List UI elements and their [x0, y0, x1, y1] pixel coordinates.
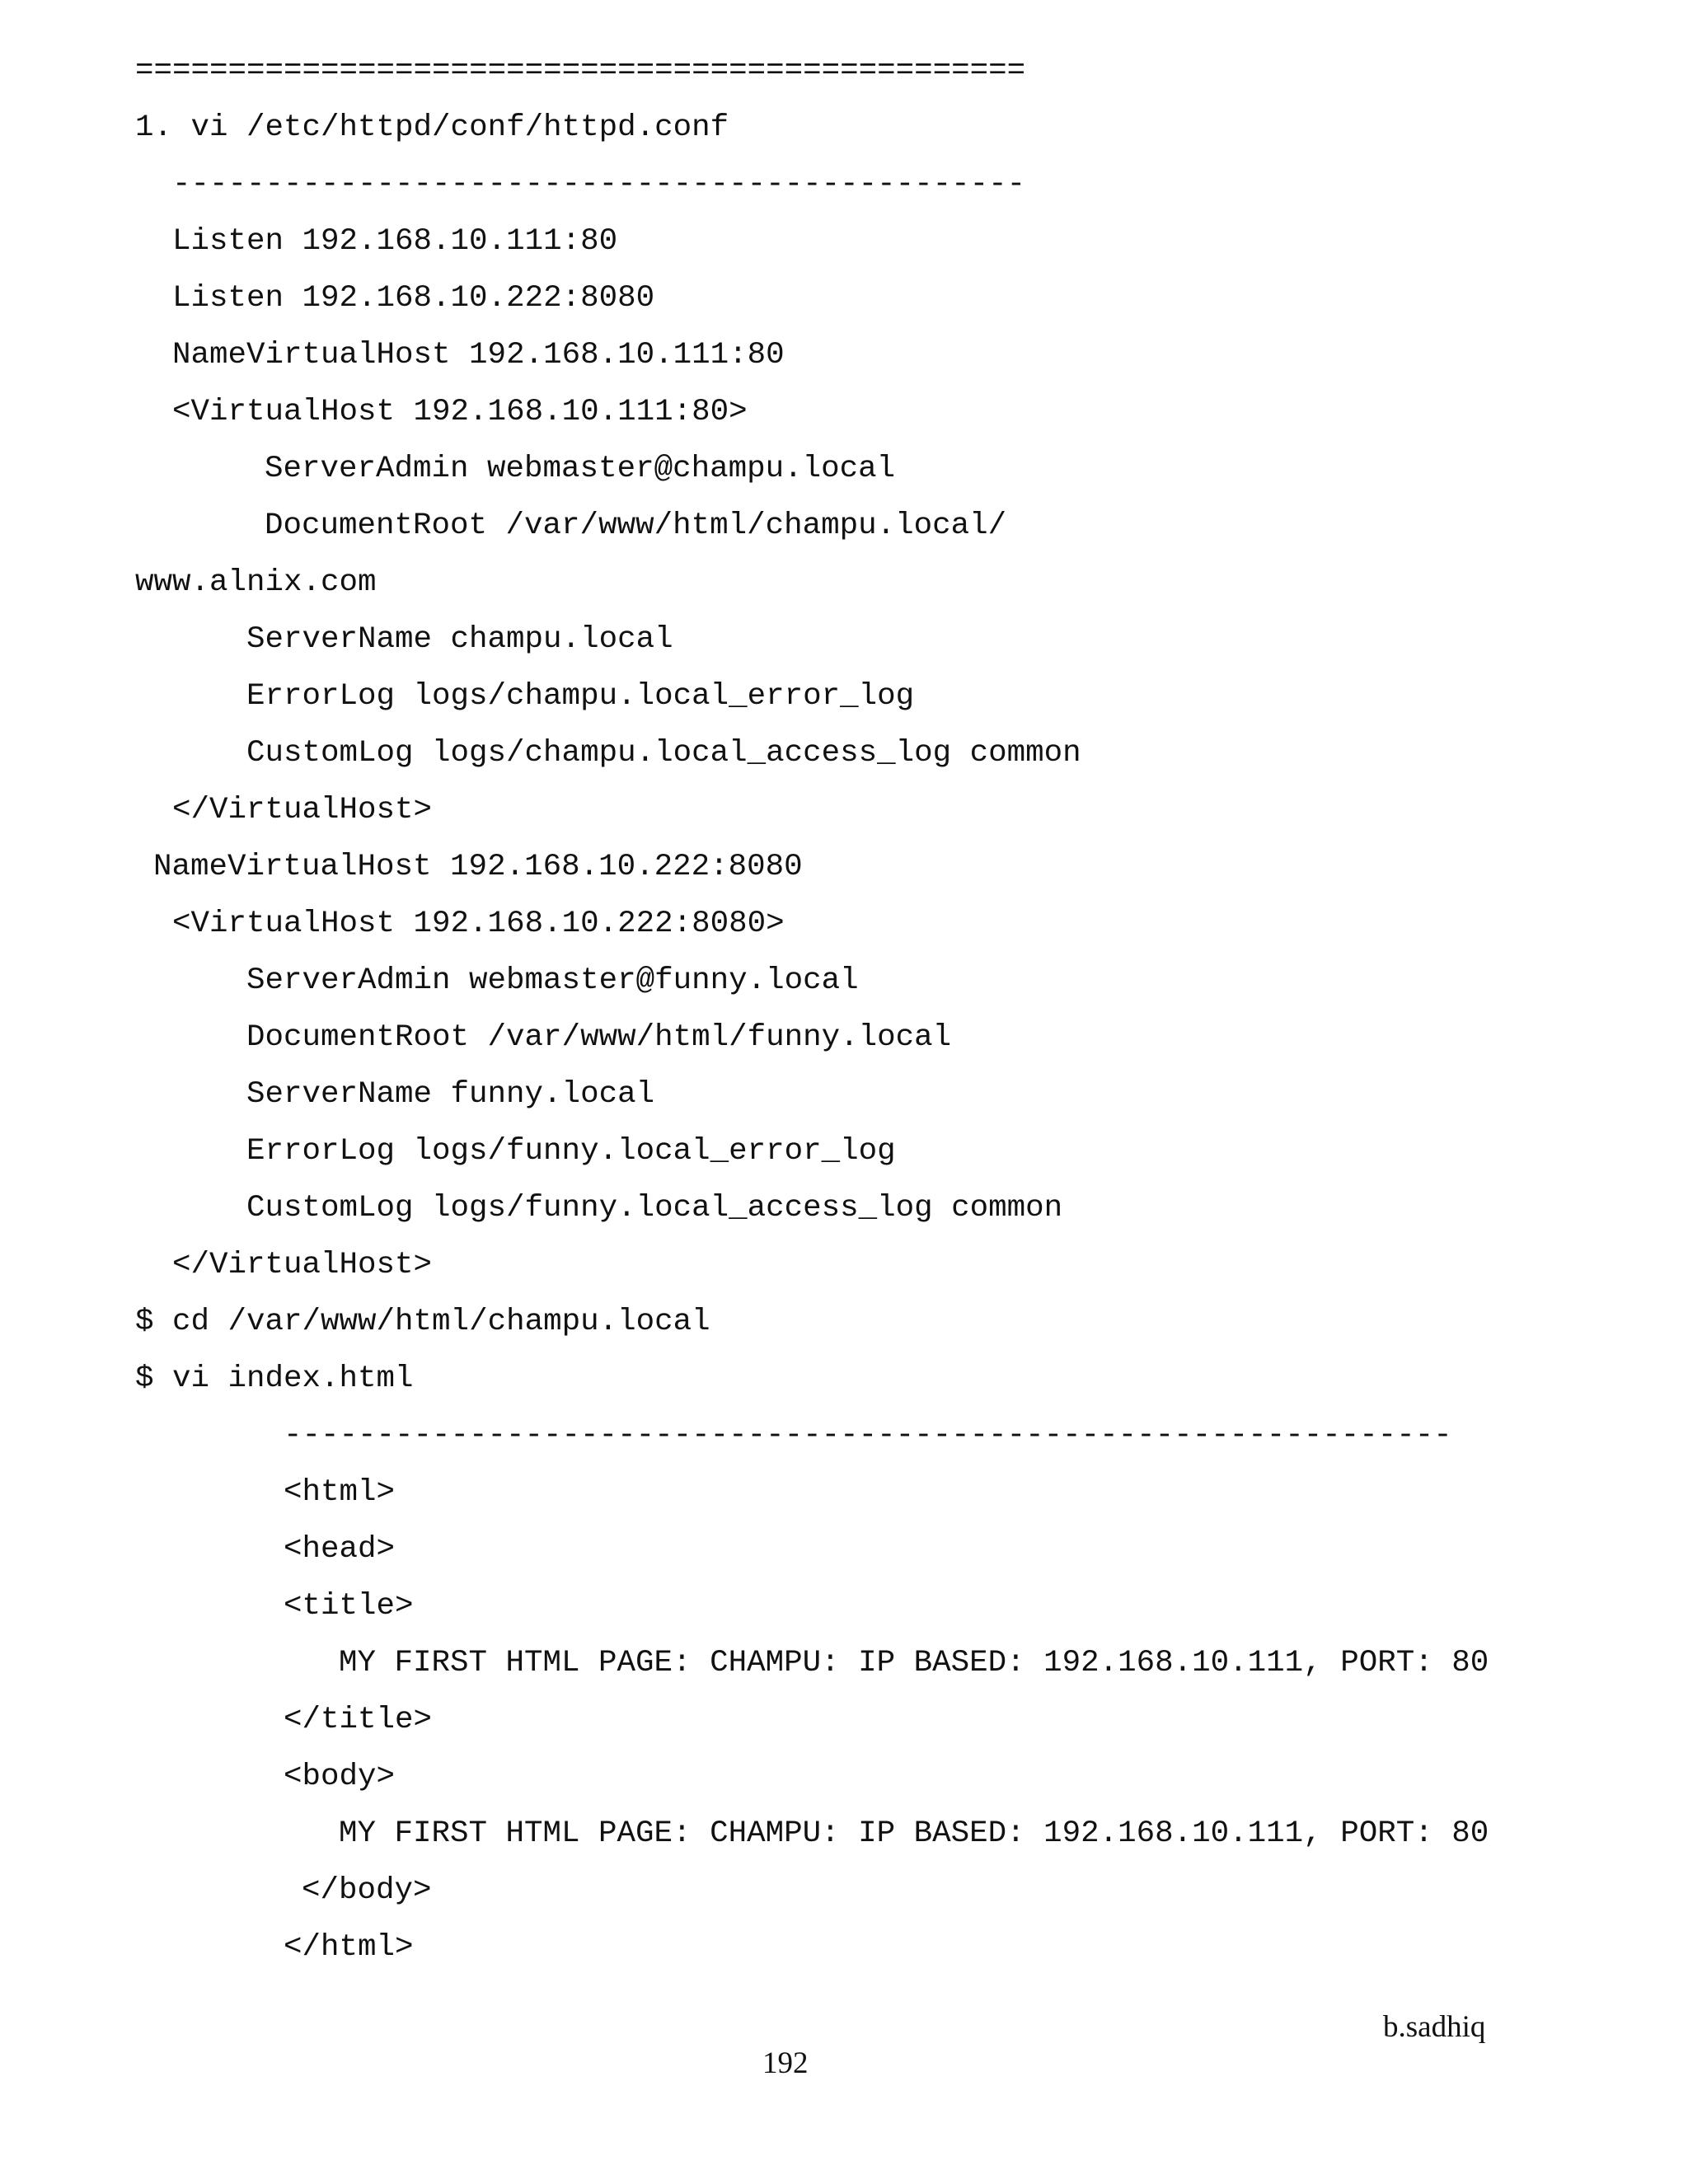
code-line: MY FIRST HTML PAGE: CHAMPU: IP BASED: 192.168.10.111, PORT: 80: [339, 1816, 1489, 1851]
code-line: </title>: [284, 1703, 433, 1737]
separator-line: ----------------------------------------------: [172, 167, 1026, 202]
code-line: <html>: [284, 1475, 396, 1510]
code-line: ErrorLog logs/funny.local_error_log: [246, 1134, 896, 1169]
code-line: </body>: [302, 1873, 432, 1908]
code-line: ServerName funny.local: [246, 1077, 655, 1112]
code-line: ServerAdmin webmaster@champu.local: [265, 452, 896, 486]
code-line: </html>: [284, 1930, 414, 1965]
separator-line: ---------------------------------------------------------------: [284, 1418, 1452, 1453]
code-line: NameVirtualHost 192.168.10.222:8080: [153, 850, 803, 884]
code-line: ServerName champu.local: [246, 622, 673, 657]
footer-author: b.sadhiq: [1383, 2010, 1486, 2044]
code-line: Listen 192.168.10.111:80: [172, 224, 618, 259]
code-line: MY FIRST HTML PAGE: CHAMPU: IP BASED: 192.168.10.111, PORT: 80: [339, 1646, 1489, 1680]
shell-command: $ cd /var/www/html/champu.local: [135, 1305, 710, 1339]
code-line: <head>: [284, 1532, 396, 1567]
code-line: DocumentRoot /var/www/html/champu.local/: [265, 509, 1007, 543]
code-line: </VirtualHost>: [172, 793, 433, 827]
code-line: <body>: [284, 1760, 396, 1794]
separator-line: ================================================: [135, 54, 1026, 88]
code-line: ErrorLog logs/champu.local_error_log: [246, 679, 915, 714]
code-line: <VirtualHost 192.168.10.111:80>: [172, 395, 748, 429]
code-line: <VirtualHost 192.168.10.222:8080>: [172, 907, 785, 941]
code-line: DocumentRoot /var/www/html/funny.local: [246, 1020, 952, 1055]
watermark-url: www.alnix.com: [135, 565, 377, 600]
code-line: ServerAdmin webmaster@funny.local: [246, 963, 859, 998]
code-line: <title>: [284, 1589, 414, 1624]
code-line: Listen 192.168.10.222:8080: [172, 281, 655, 316]
code-line: </VirtualHost>: [172, 1248, 433, 1282]
shell-command: $ vi index.html: [135, 1361, 414, 1396]
code-line: CustomLog logs/champu.local_access_log common: [246, 736, 1081, 771]
code-line: CustomLog logs/funny.local_access_log common: [246, 1191, 1063, 1226]
page-number: 192: [762, 2046, 809, 2080]
step-heading: 1. vi /etc/httpd/conf/httpd.conf: [135, 110, 729, 145]
code-line: NameVirtualHost 192.168.10.111:80: [172, 338, 785, 373]
